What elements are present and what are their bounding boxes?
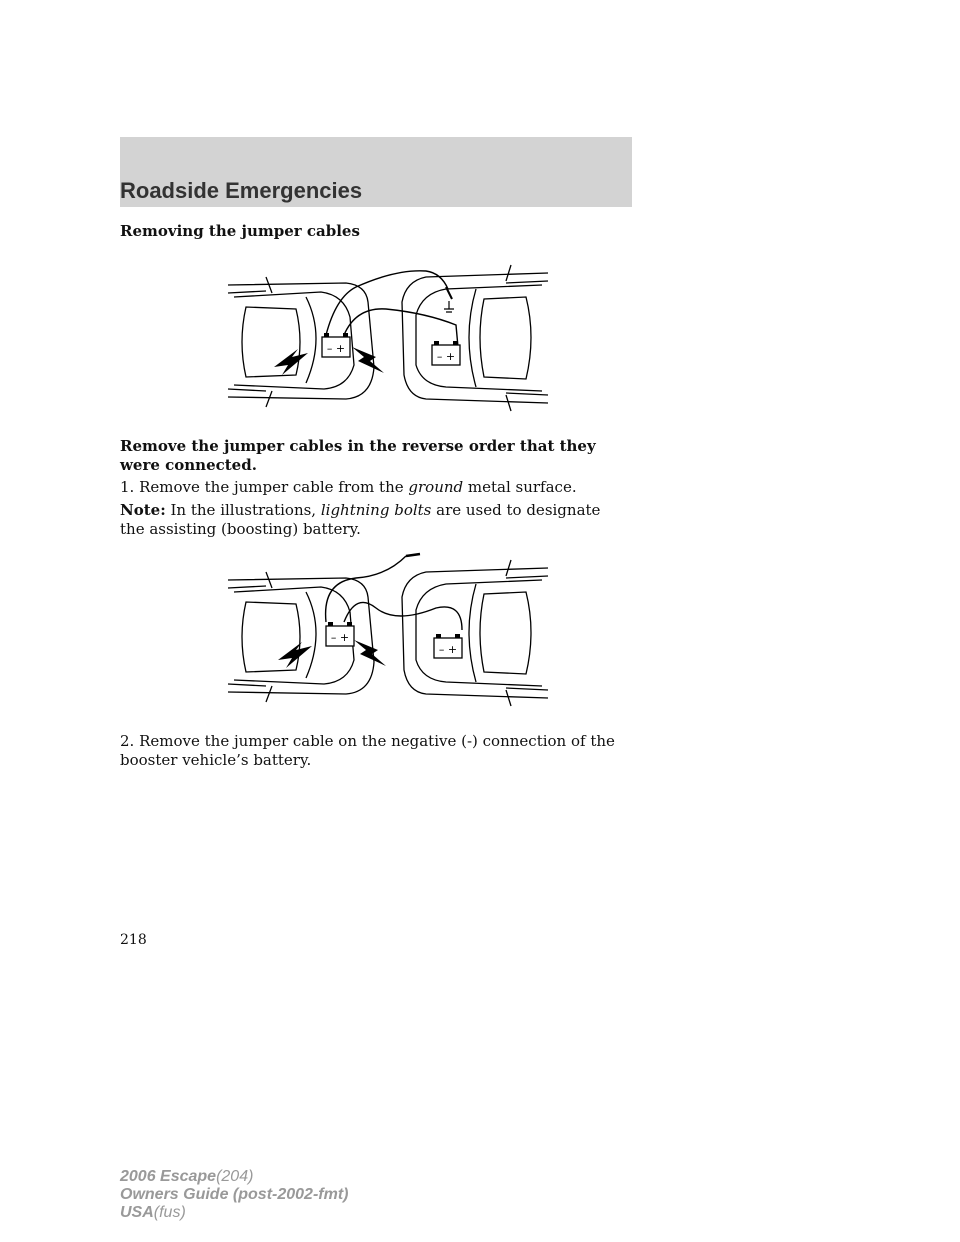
footer-line-3 [120, 1204, 348, 1222]
ground-clamp-icon [444, 287, 454, 312]
step-2: 2. Remove the jumper cable on the negative (-) connection of the booster vehicle’s battery. [120, 732, 615, 769]
jumper-cable-illustration-2 [226, 552, 550, 714]
step-1 [120, 478, 620, 497]
footer-model-code: (204) [216, 1168, 254, 1185]
note-label: Note: [120, 501, 166, 519]
jumper-cables [326, 556, 462, 630]
lightning-bolt-icon [278, 642, 312, 668]
note-suffix: are used to designate the assisting (boosting) battery. [120, 501, 601, 538]
footer-guide: Owners Guide (post-2002-fmt) [120, 1186, 349, 1203]
battery-disabled [434, 634, 462, 658]
footer-model: 2006 Escape [120, 1168, 217, 1185]
battery-assisting [326, 622, 354, 646]
disabled-vehicle-outline [402, 560, 548, 706]
document-footer [120, 1168, 348, 1222]
step-1-italic: ground [408, 478, 464, 496]
battery-disabled-label: – + [438, 643, 458, 656]
section-heading: Removing the jumper cables [120, 222, 360, 240]
footer-market: USA [120, 1204, 154, 1221]
note [120, 501, 620, 539]
intro-instruction: Remove the jumper cables in the reverse order that they were connected. [120, 437, 596, 474]
jumper-cable-illustration-1 [226, 257, 550, 419]
lightning-bolt-icon [274, 349, 308, 375]
lightning-bolt-icon [352, 347, 384, 373]
note-prefix: In the illustrations, [165, 501, 321, 519]
battery-assisting-label: – + [330, 631, 350, 644]
note-italic: lightning bolts [320, 501, 432, 519]
battery-assisting [322, 333, 350, 357]
footer-line-2 [120, 1186, 348, 1204]
loose-clamp-icon [406, 554, 420, 556]
battery-disabled [432, 341, 460, 365]
step-1-suffix: metal surface. [463, 478, 577, 496]
footer-market-code: (fus) [153, 1204, 186, 1221]
step-1-prefix: 1. Remove the jumper cable from the [120, 478, 409, 496]
battery-disabled-label: – + [436, 350, 456, 363]
page-number: 218 [120, 932, 147, 948]
lightning-bolt-icon [354, 640, 386, 666]
assisting-vehicle-outline [228, 277, 374, 407]
section-header-title: Roadside Emergencies [120, 178, 363, 203]
footer-line-1 [120, 1168, 348, 1186]
battery-assisting-label: – + [326, 342, 346, 355]
disabled-vehicle-outline [402, 265, 548, 411]
